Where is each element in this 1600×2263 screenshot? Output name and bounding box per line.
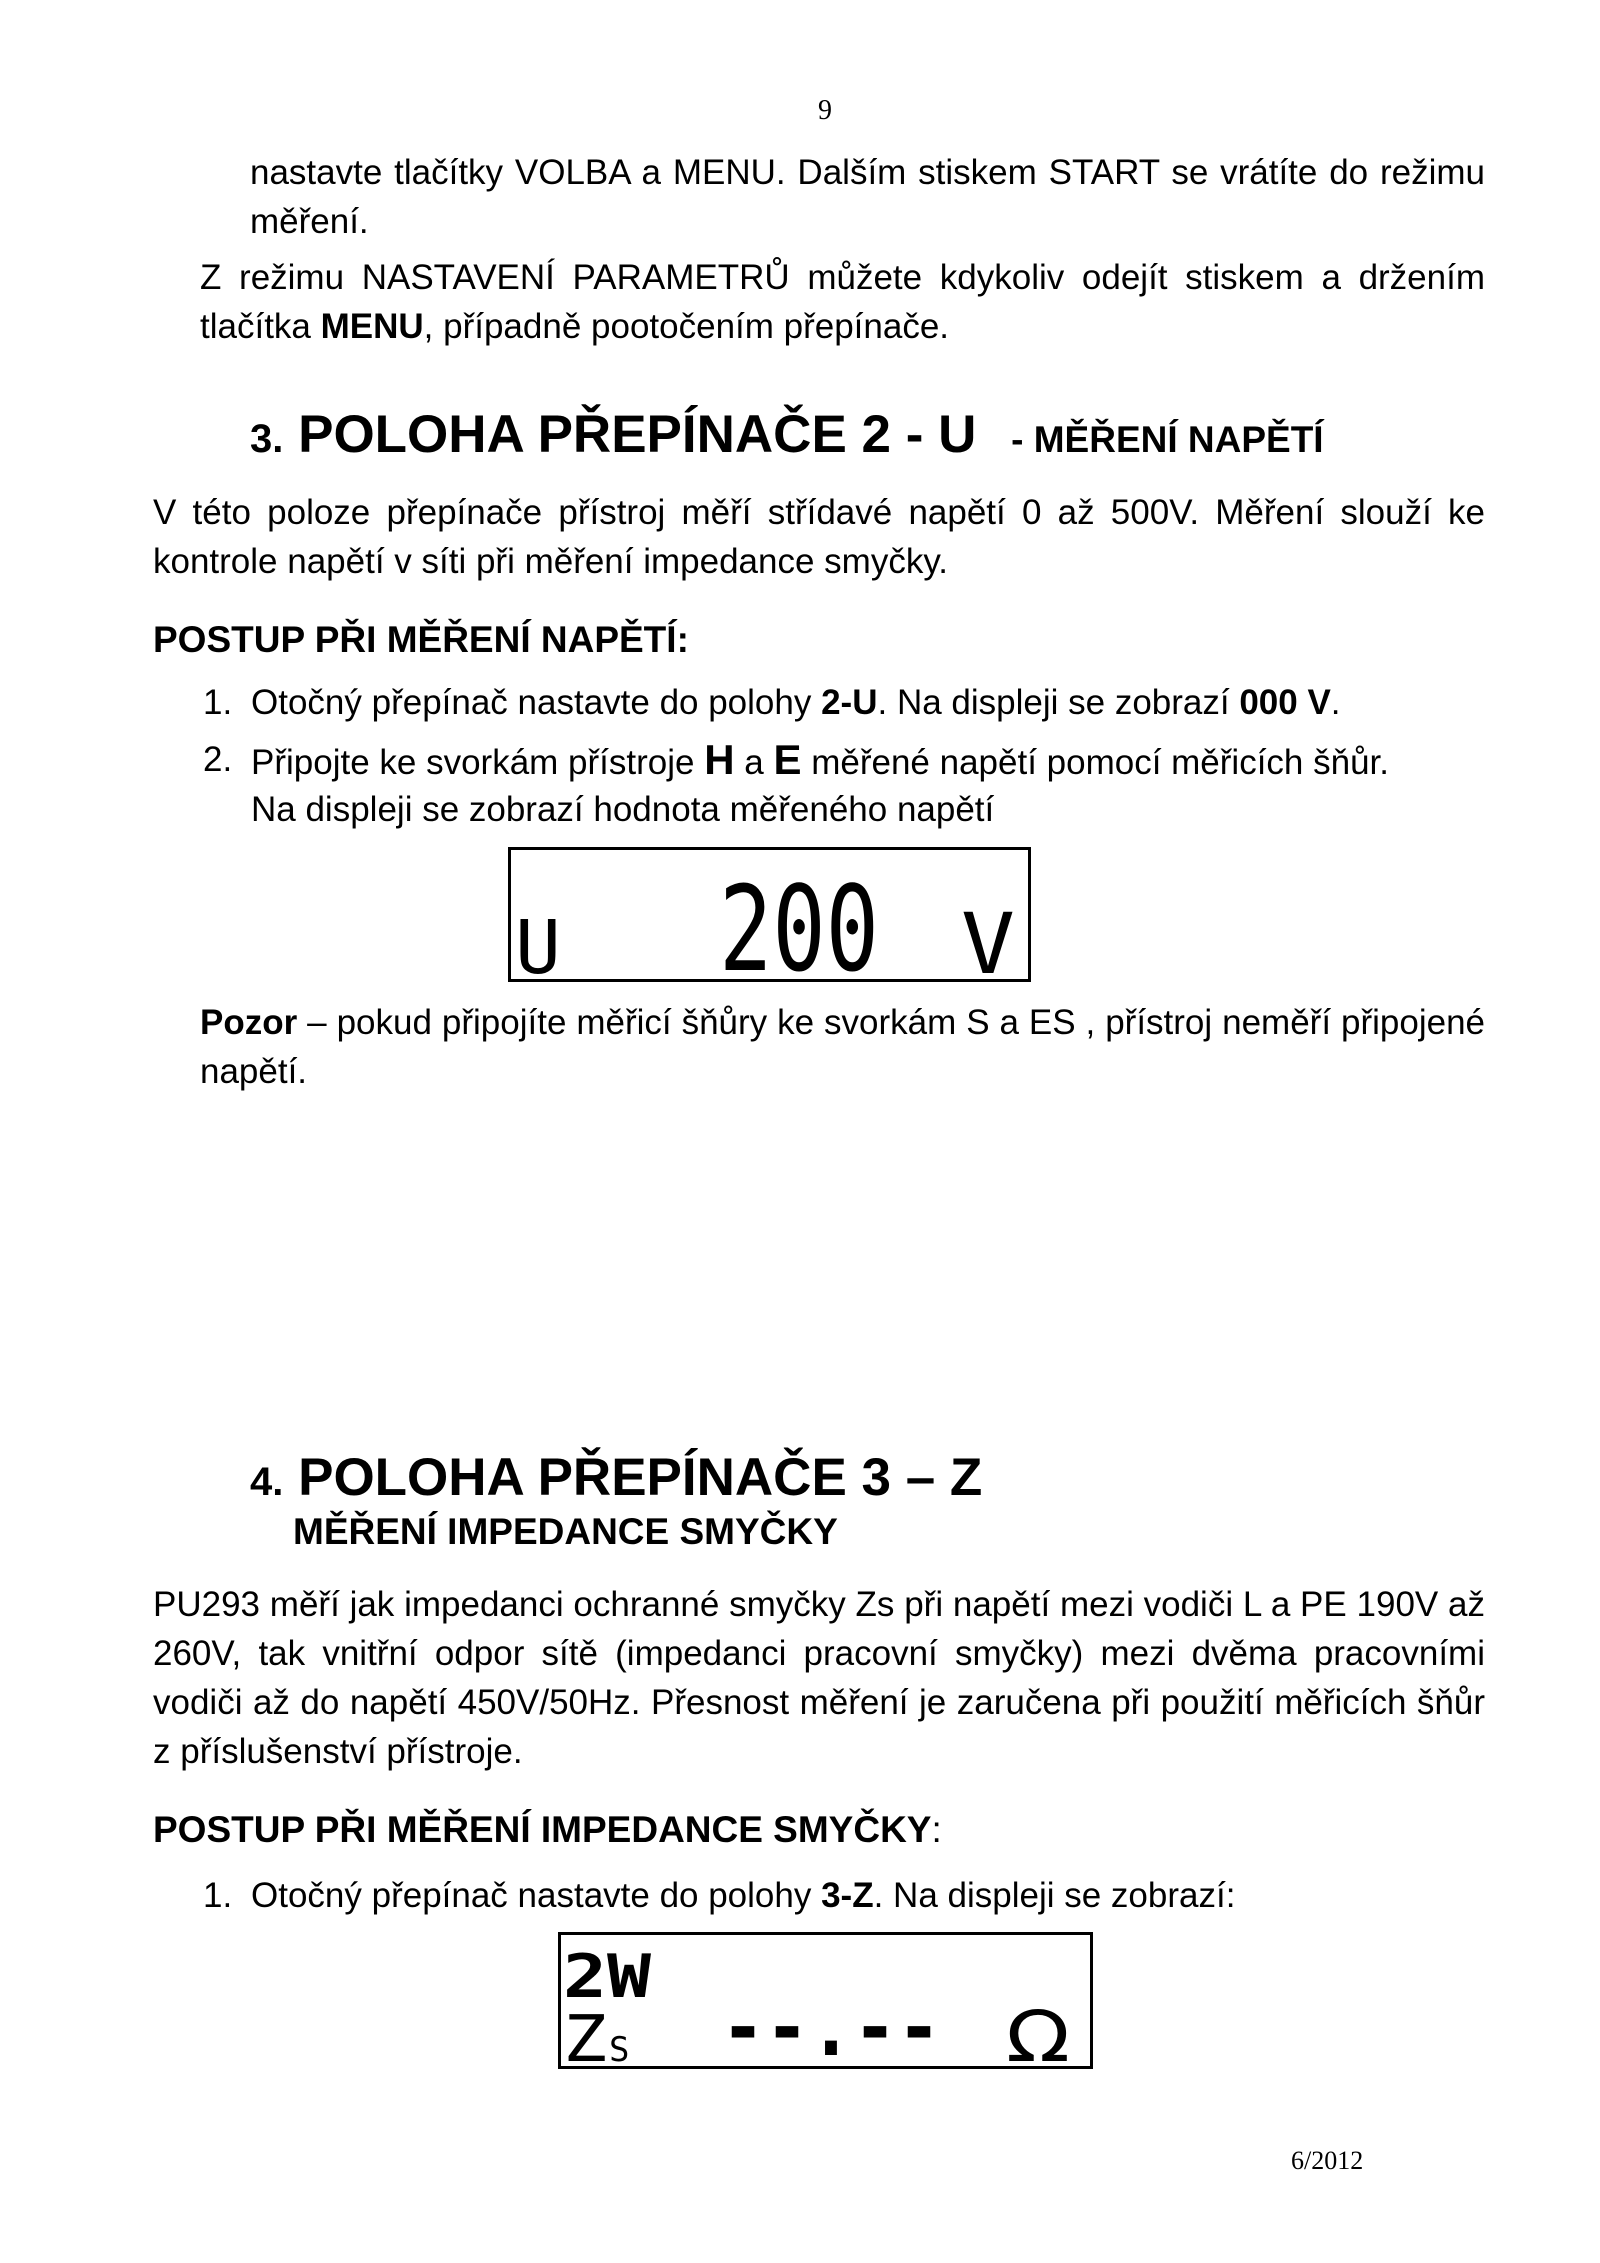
step-text: měřené napětí pomocí měřicích šňůr. bbox=[801, 743, 1389, 782]
section-3-procedure-title: POSTUP PŘI MĚŘENÍ NAPĚTÍ: bbox=[153, 619, 689, 660]
lcd-voltage-symbol: U bbox=[515, 905, 561, 979]
intro-paragraph-2 bbox=[200, 253, 1485, 351]
menu-keyword: MENU bbox=[320, 307, 424, 346]
intro-text-end: , případně pootočením přepínače. bbox=[423, 307, 950, 346]
step-index: 1. bbox=[203, 683, 233, 722]
lcd-impedance-symbol: Z bbox=[563, 2003, 607, 2066]
step-text: . Na displeji se zobrazí bbox=[877, 683, 1240, 722]
lcd-display-voltage bbox=[508, 847, 1031, 982]
lcd-impedance-value: --.-- bbox=[721, 1981, 941, 2066]
section-3-warning bbox=[200, 998, 1485, 1096]
section-4-number: 4. bbox=[250, 1460, 284, 1504]
section-3-heading bbox=[250, 405, 1324, 470]
section-3-description: V této poloze přepínače přístroj měří střídavé napětí 0 až 500V. Měření slouží ke kontrole napětí v síti při měření impedance smyčky. bbox=[153, 493, 1485, 581]
section-4-description: PU293 měří jak impedanci ochranné smyčky Zs při napětí mezi vodiči L a PE 190V až 260V, tak vnitřní odpor sítě (impedanci pracovní smyčky) mezi dvěma pracovními vodiči až do napětí 450V/50Hz. Přesnost měření je zaručena při použití měřicích šňůr z příslušenství přístroje. bbox=[153, 1585, 1485, 1771]
lcd-voltage-unit: V bbox=[961, 895, 1015, 979]
step-text-line-2: Na displeji se zobrazí hodnota měřeného napětí bbox=[251, 790, 995, 829]
lcd-impedance-subscript: S bbox=[609, 2030, 630, 2066]
lcd-ohm-unit: Ω bbox=[1006, 1996, 1070, 2066]
warning-label: Pozor bbox=[200, 1003, 298, 1042]
lcd-voltage-value: 200 bbox=[719, 860, 879, 979]
step-text: Otočný přepínač nastavte do polohy bbox=[251, 683, 822, 722]
step-index: 2. bbox=[203, 740, 233, 779]
section-4-heading bbox=[250, 1448, 982, 1512]
section-4-step-1 bbox=[203, 1871, 1503, 1921]
step-text: . Na displeji se zobrazí: bbox=[873, 1876, 1236, 1915]
section-3-title: POLOHA PŘEPÍNAČE 2 - U bbox=[298, 405, 977, 464]
section-4-procedure-title bbox=[153, 1808, 942, 1852]
step-text: a bbox=[734, 743, 774, 782]
lcd-mode-indicator: 2W bbox=[563, 1942, 653, 2012]
step-keyword: 3-Z bbox=[821, 1876, 874, 1915]
step-text: Připojte ke svorkám přístroje bbox=[251, 743, 705, 782]
section-3-step-1 bbox=[203, 678, 1503, 728]
step-keyword: 000 V bbox=[1239, 683, 1331, 722]
warning-text: – pokud připojíte měřicí šňůry ke svorkám S a ES , přístroj neměří připojené napětí. bbox=[200, 1003, 1485, 1091]
procedure-title-colon: : bbox=[931, 1809, 942, 1850]
terminal-h-label: H bbox=[704, 736, 735, 783]
section-4-title: POLOHA PŘEPÍNAČE 3 – Z bbox=[298, 1448, 983, 1507]
section-4-subtitle: MĚŘENÍ IMPEDANCE SMYČKY bbox=[293, 1511, 838, 1552]
section-3-title-tail: - MĚŘENÍ NAPĚTÍ bbox=[1011, 419, 1324, 460]
section-3-number: 3. bbox=[250, 417, 284, 461]
lcd-display-impedance bbox=[558, 1932, 1093, 2069]
intro-text: Z režimu NASTAVENÍ PARAMETRŮ můžete kdykoliv odejít stiskem a držením tlačítka bbox=[200, 258, 1485, 346]
step-index: 1. bbox=[203, 1876, 233, 1915]
terminal-e-label: E bbox=[773, 736, 802, 783]
section-3-step-2 bbox=[203, 735, 1503, 835]
step-keyword: 2-U bbox=[821, 683, 878, 722]
procedure-title-text: POSTUP PŘI MĚŘENÍ IMPEDANCE SMYČKY bbox=[153, 1809, 932, 1850]
intro-paragraph-1: nastavte tlačítky VOLBA a MENU. Dalším stiskem START se vrátíte do režimu měření. bbox=[250, 153, 1485, 241]
page-footer-date: 6/2012 bbox=[1291, 2146, 1364, 2175]
step-text: . bbox=[1330, 683, 1341, 722]
step-text: Otočný přepínač nastavte do polohy bbox=[251, 1876, 822, 1915]
page-number: 9 bbox=[818, 95, 832, 126]
